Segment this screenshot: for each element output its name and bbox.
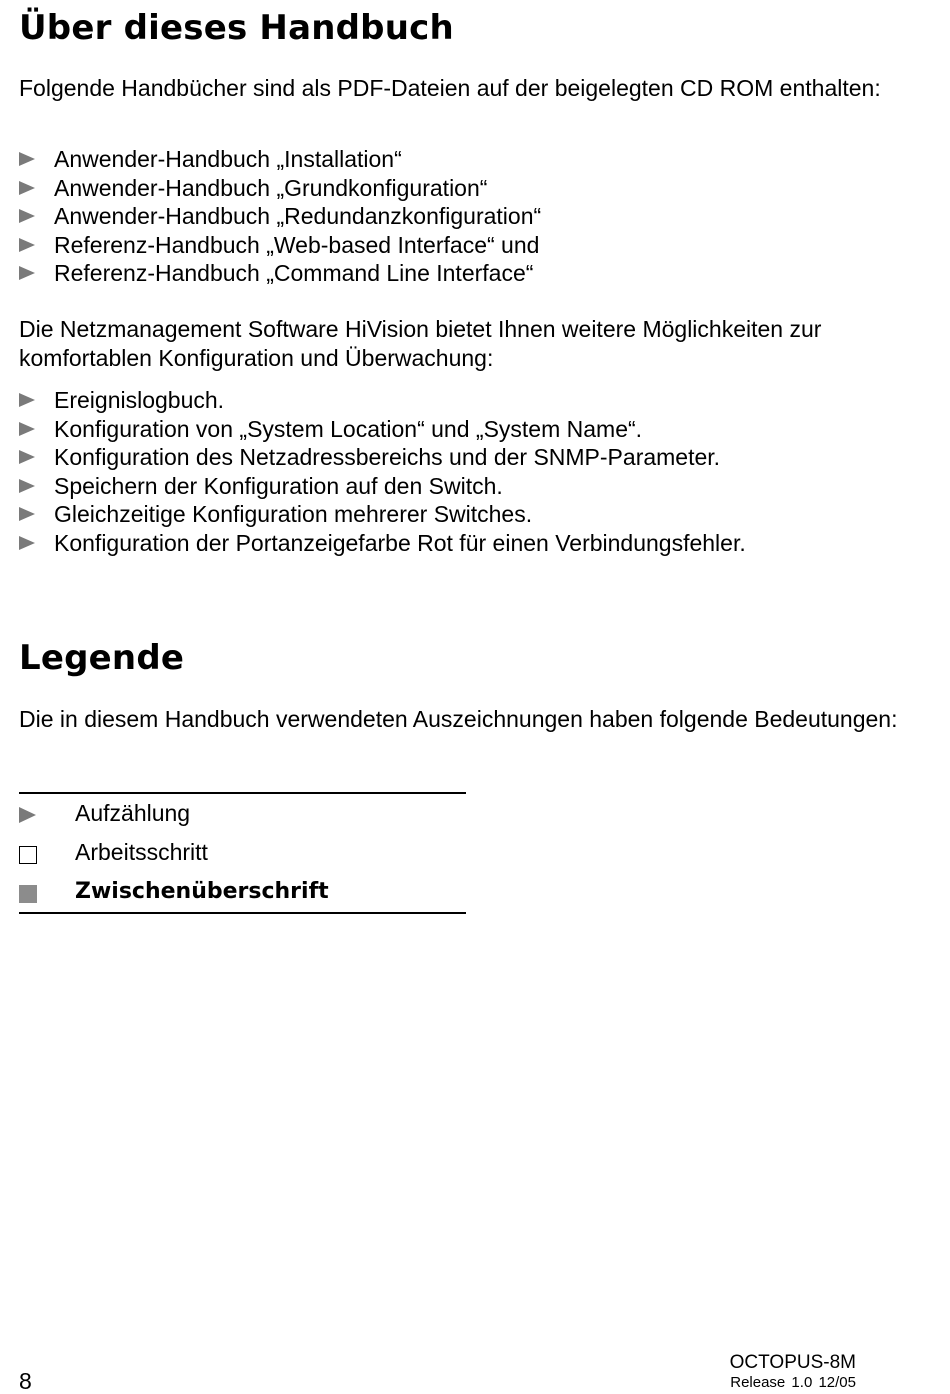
intro-paragraph: Folgende Handbücher sind als PDF-Dateien auf der beigelegten CD ROM enthalten: xyxy=(19,75,881,101)
legend-row-step xyxy=(19,833,466,872)
section-title-about: Über dieses Handbuch xyxy=(19,8,454,48)
triangle-bullet-icon xyxy=(19,152,35,166)
list-item: Gleichzeitige Konfiguration mehrerer Switches. xyxy=(19,500,746,529)
feature-list xyxy=(19,386,746,557)
triangle-bullet-icon xyxy=(19,807,36,823)
triangle-bullet-icon xyxy=(19,181,35,195)
empty-square-icon xyxy=(19,846,37,864)
list-item: Ereignislogbuch. xyxy=(19,386,746,415)
list-item: Referenz-Handbuch „Command Line Interface“ xyxy=(19,259,541,288)
list-item: Konfiguration der Portanzeigefarbe Rot für einen Verbindungsfehler. xyxy=(19,529,746,558)
list-item: Anwender-Handbuch „Installation“ xyxy=(19,145,541,174)
triangle-bullet-icon xyxy=(19,422,35,436)
legend-row-subheading xyxy=(19,872,466,911)
list-item: Anwender-Handbuch „Grundkonfiguration“ xyxy=(19,174,541,203)
triangle-bullet-icon xyxy=(19,536,35,550)
legend-label: Aufzählung xyxy=(75,800,191,826)
page-number: 8 xyxy=(19,1368,32,1394)
list-item: Konfiguration des Netzadressbereichs und der SNMP-Parameter. xyxy=(19,443,746,472)
triangle-bullet-icon xyxy=(19,507,35,521)
triangle-bullet-icon xyxy=(19,450,35,464)
legend-label: Zwischenüberschrift xyxy=(75,879,329,904)
footer-release-info: Release 1.0 12/05 xyxy=(730,1374,856,1391)
triangle-bullet-icon xyxy=(19,209,35,223)
list-item: Referenz-Handbuch „Web-based Interface“ und xyxy=(19,231,541,260)
triangle-bullet-icon xyxy=(19,393,35,407)
list-item: Speichern der Konfiguration auf den Switch. xyxy=(19,472,746,501)
list-item: Konfiguration von „System Location“ und „System Name“. xyxy=(19,415,746,444)
legend-label: Arbeitsschritt xyxy=(75,839,208,865)
triangle-bullet-icon xyxy=(19,238,35,252)
list-item: Anwender-Handbuch „Redundanzkonfiguration“ xyxy=(19,202,541,231)
manual-list xyxy=(19,145,541,288)
hivision-paragraph: Die Netzmanagement Software HiVision bietet Ihnen weitere Möglichkeiten zur komfortablen Konfiguration und Überwachung: xyxy=(19,316,822,371)
legend-row-bullet xyxy=(19,794,466,833)
legend-table xyxy=(19,792,466,914)
footer-product-name: OCTOPUS-8M xyxy=(729,1352,856,1373)
filled-square-icon xyxy=(19,885,37,903)
triangle-bullet-icon xyxy=(19,479,35,493)
section-title-legend: Legende xyxy=(19,638,185,678)
triangle-bullet-icon xyxy=(19,266,35,280)
legend-intro-paragraph: Die in diesem Handbuch verwendeten Auszeichnungen haben folgende Bedeutungen: xyxy=(19,706,898,732)
